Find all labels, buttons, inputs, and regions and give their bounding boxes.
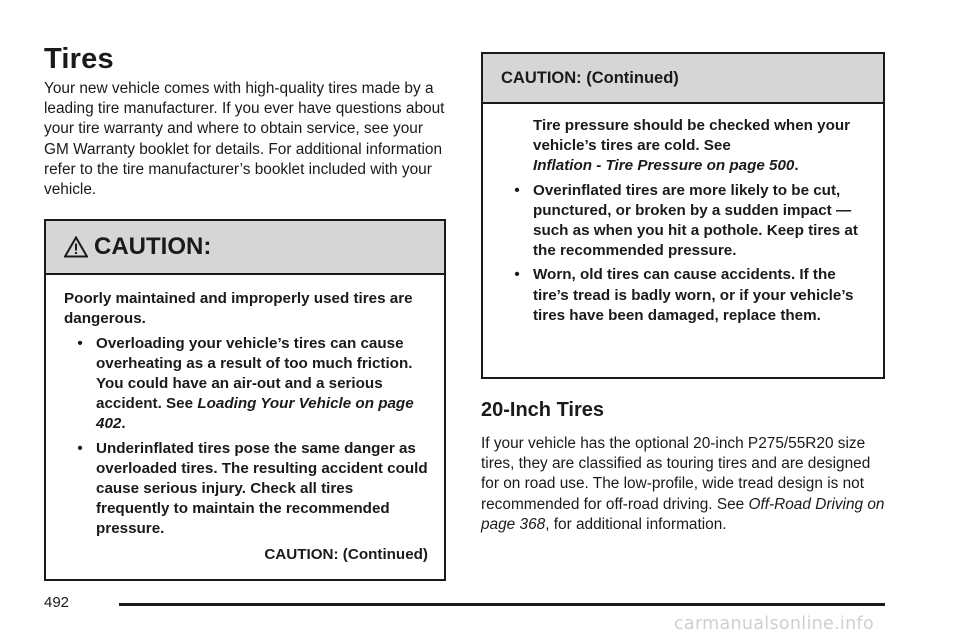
caution-bullet-worn (501, 265, 869, 326)
caution-bullet-overinflated (501, 181, 869, 262)
caution-header (483, 54, 883, 104)
section-heading: 20-Inch Tires (481, 399, 605, 421)
page-reference-link[interactable]: Off-Road Driving on page 368 (481, 495, 885, 533)
intro-paragraph: Your new vehicle comes with high-quality tires made by a leading tire manufacturer. If you ever have questions about your tire warranty and where to obtain service, see your GM Warranty booklet for details. For additional information refer to the tire manufacturer’s booklet included with your vehicle. (44, 80, 445, 199)
caution-header (46, 221, 444, 275)
caution-lead: Poorly maintained and improperly used tires are dangerous. (64, 290, 413, 328)
bullet-text: Overloading your vehicle’s tires can cause overheating as a result of too much friction. You could have an air-out and a serious accident. See (96, 334, 413, 413)
footer-rule (119, 603, 885, 606)
page-title: Tires (44, 43, 114, 75)
period: . (794, 157, 799, 175)
warning-icon (64, 236, 88, 258)
left-column (44, 40, 446, 581)
caution-body (483, 104, 883, 326)
page-reference-link[interactable]: Loading Your Vehicle on page 402 (96, 395, 414, 433)
section-paragraph (481, 434, 885, 535)
caution-box (44, 219, 446, 581)
continuation-text: Tire pressure should be checked when your vehicle’s tires are cold. See (533, 117, 851, 155)
bullet-dot: • (514, 266, 520, 284)
period: . (121, 415, 126, 433)
right-column (481, 52, 885, 535)
section-text-end: , for additional information. (545, 515, 727, 533)
caution-continued-label: CAUTION: (Continued) (264, 546, 428, 564)
caution-body (46, 275, 444, 539)
bullet-text: Worn, old tires can cause accidents. If the tire’s tread is badly worn, or if your vehicle’s tires have been damaged, replace them. (533, 266, 854, 324)
caution-bullet-overloading (64, 334, 428, 435)
bullet-text: Overinflated tires are more likely to be cut, punctured, or broken by a sudden impact — such as when you hit a pothole. Keep tires at the recommended pressure. (533, 181, 858, 260)
bullet-dot: • (514, 181, 520, 199)
bullet-dot: • (77, 334, 83, 352)
page-reference-link[interactable]: Inflation - Tire Pressure on page 500 (533, 157, 795, 175)
page-number: 492 (44, 594, 70, 611)
bullet-dot: • (77, 439, 83, 457)
watermark: carmanualsonline.info (674, 614, 874, 634)
caution-continuation (501, 116, 869, 177)
caution-title: CAUTION: (94, 233, 212, 261)
caution-title: CAUTION: (Continued) (501, 68, 679, 87)
section-text: If your vehicle has the optional 20-inch P275/55R20 size tires, they are classified as touring tires and are designed for on road use. The low-profile, wide tread design is not recommended for off-road driving. See (481, 435, 871, 513)
caution-continued-box (481, 52, 885, 379)
bullet-text: Underinflated tires pose the same danger as overloaded tires. The resulting accident could cause serious injury. Check all tires frequently to maintain the recommended pressure. (96, 439, 428, 538)
caution-bullet-underinflated (64, 439, 428, 540)
